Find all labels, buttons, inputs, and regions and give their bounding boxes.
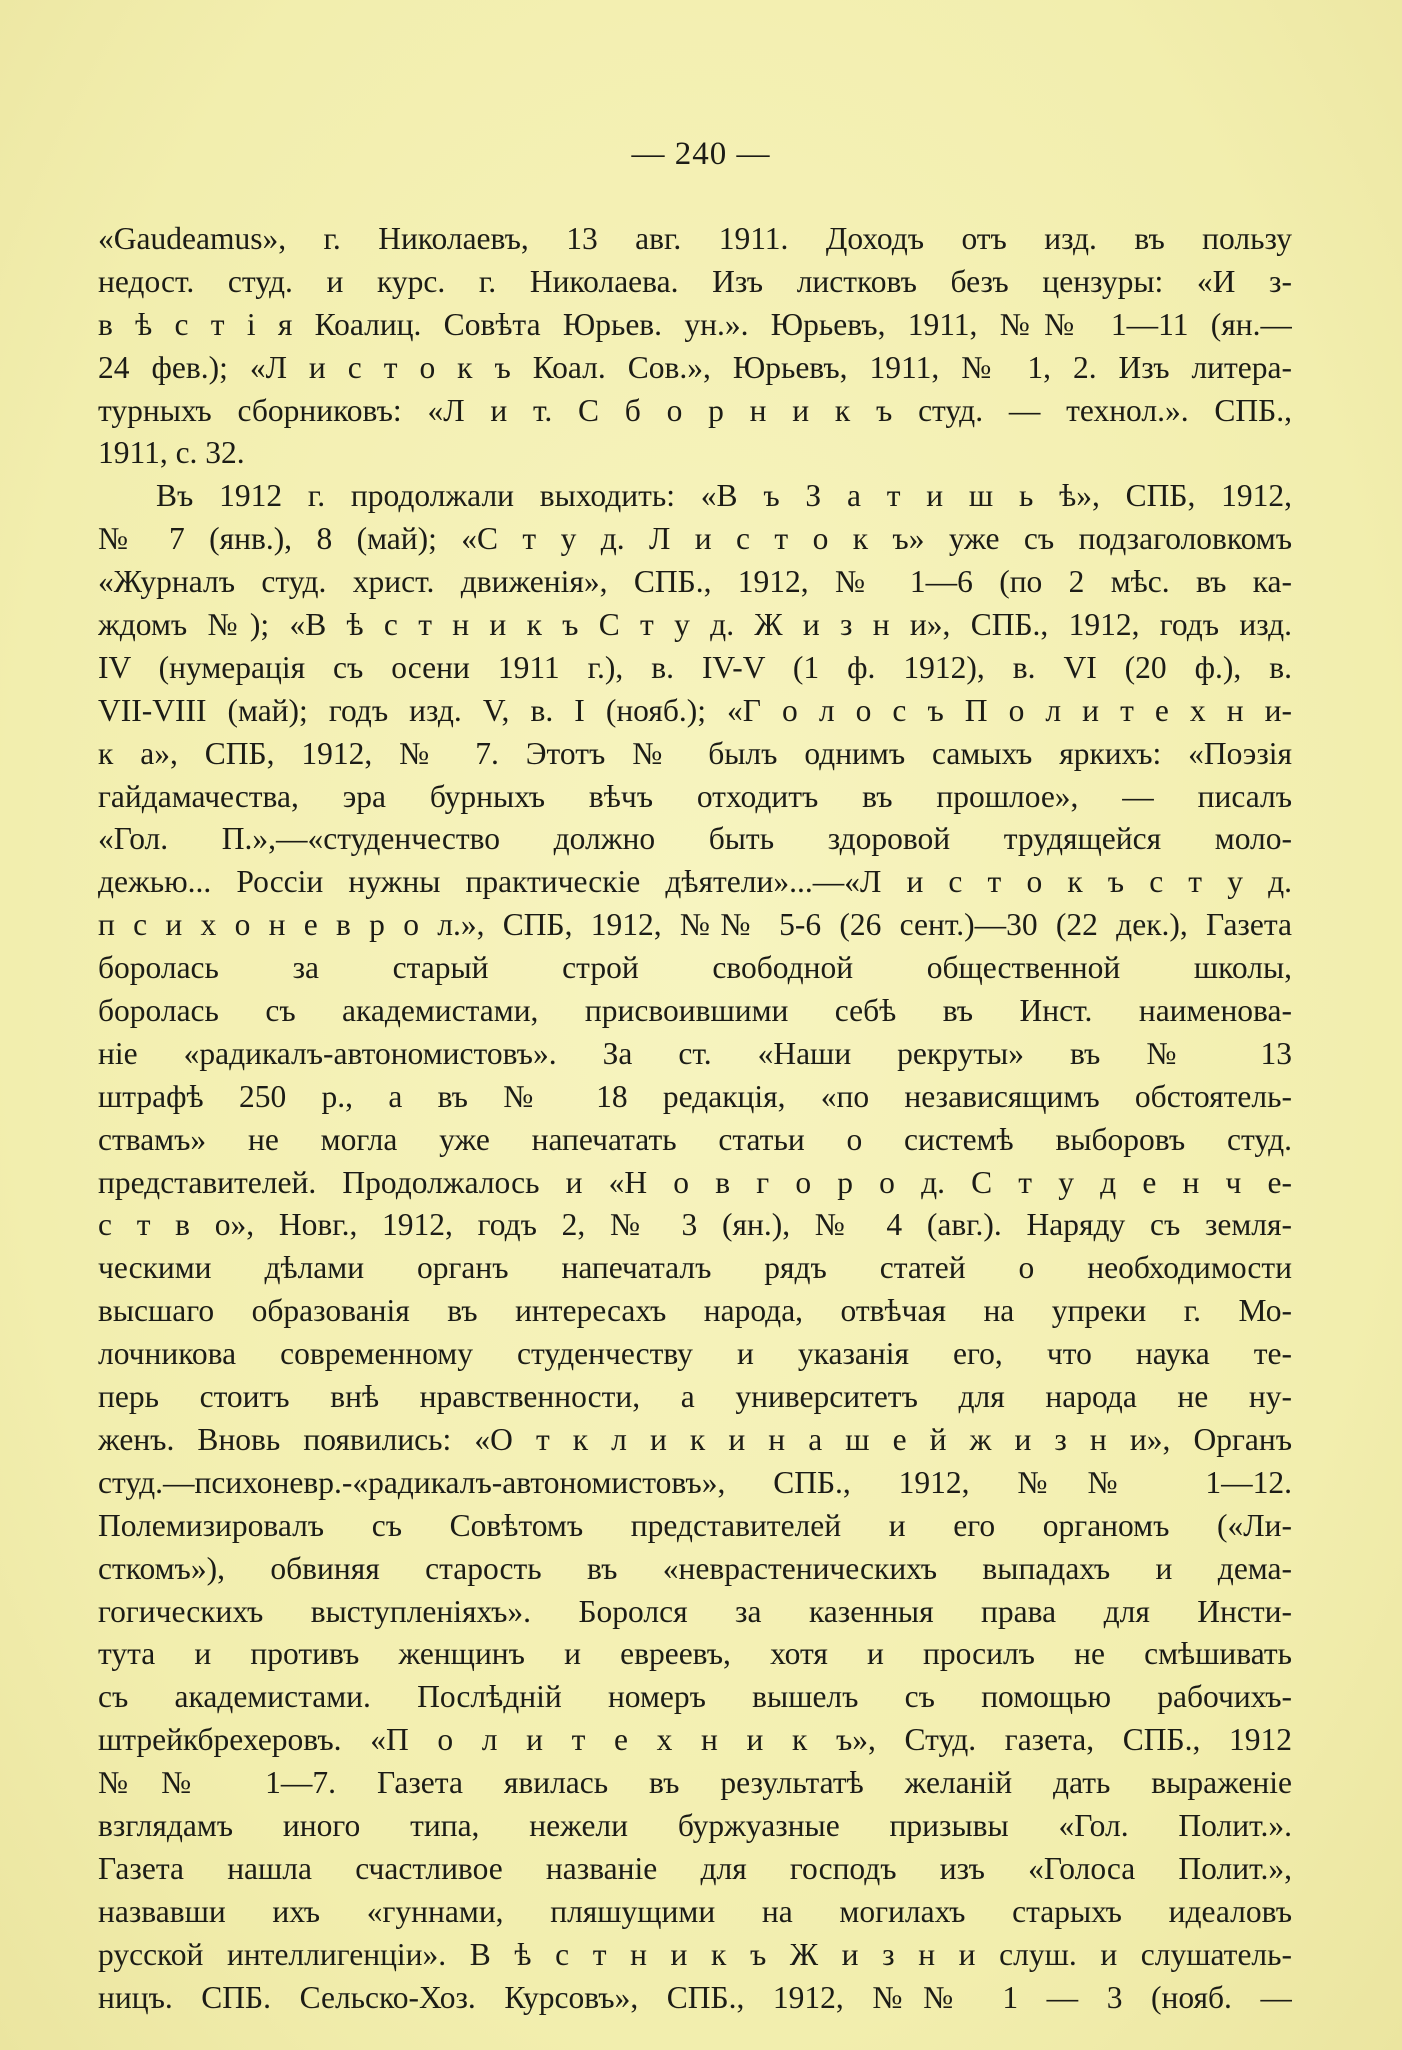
text-line: перь стоитъ внѣ нравственности, а университетъ для народа не ну- [98,1379,1292,1415]
text-line: VII-VIII (май); годъ изд. V, в. I (нояб.); «Г о л о с ъ П о л и т е х н и- [98,692,1292,728]
text-line: № 7 (янв.), 8 (май); «С т у д. Л и с т о к ъ» уже съ подзаголовкомъ [98,521,1292,557]
text-line: штрафѣ 250 р., а въ № 18 редакція, «по независящимъ обстоятель- [98,1078,1292,1114]
text-line: турныхъ сборниковъ: «Л и т. С б о р н и к ъ студ. — технол.». СПБ., [98,392,1292,428]
text-line: Въ 1912 г. продолжали выходить: «В ъ З а т и ш ь ѣ», СПБ, 1912, [156,478,1292,514]
text-line: 24 фев.); «Л и с т о к ъ Коал. Сов.», Юрьевъ, 1911, № 1, 2. Изъ литера- [98,349,1292,385]
text-line: русской интеллигенціи». В ѣ с т н и к ъ Ж и з н и слуш. и слушатель- [98,1936,1292,1972]
text-line: гайдамачества, эра бурныхъ вѣчъ отходитъ въ прошлое», — писалъ [98,778,1292,814]
text-line: высшаго образованія въ интересахъ народа, отвѣчая на упреки г. Мо- [98,1293,1292,1329]
text-line: тута и противъ женщинъ и евреевъ, хотя и просилъ не смѣшивать [98,1636,1292,1672]
text-line: штрейкбрехеровъ. «П о л и т е х н и к ъ», Студ. газета, СПБ., 1912 [98,1722,1292,1758]
text-line: №№ 1—7. Газета явилась въ результатѣ желаній дать выраженіе [98,1765,1292,1801]
text-line: назвавши ихъ «гуннами, пляшущими на могилахъ старыхъ идеаловъ [98,1893,1292,1929]
text-line: «Гол. П.»,—«студенчество должно быть здоровой трудящейся моло- [98,821,1292,857]
text-line: Полемизировалъ съ Совѣтомъ представителей и его органомъ («Ли- [98,1507,1292,1543]
text-line: в ѣ с т і я Коалиц. Совѣта Юрьев. ун.». Юрьевъ, 1911, №№ 1—11 (ян.— [98,306,1292,342]
text-line: ждомъ №); «В ѣ с т н и к ъ С т у д. Ж и з н и», СПБ., 1912, годъ изд. [98,607,1292,643]
text-line: представителей. Продолжалось и «Н о в г о р о д. С т у д е н ч е- [98,1164,1292,1200]
text-line: студ.—психоневр.-«радикалъ-автономистовъ», СПБ., 1912, №№ 1—12. [98,1464,1292,1500]
text-line: боролась за старый строй свободной общественной школы, [98,950,1292,986]
page-number: — 240 — [631,136,771,172]
text-line: ницъ. СПБ. Сельско-Хоз. Курсовъ», СПБ., 1912, №№ 1 — 3 (нояб. — [98,1979,1292,2015]
text-line: «Журналъ студ. христ. движенія», СПБ., 1912, № 1—6 (по 2 мѣс. въ ка- [98,564,1292,600]
text-line: IV (нумерація съ осени 1911 г.), в. IV-V (1 ф. 1912), в. VI (20 ф.), в. [98,649,1292,685]
body-text [98,218,1292,2019]
text-line: ческими дѣлами органъ напечаталъ рядъ статей о необходимости [98,1250,1292,1286]
text-line: гогическихъ выступленіяхъ». Боролся за казенныя права для Инсти- [98,1593,1292,1629]
text-line: недост. студ. и курс. г. Николаева. Изъ листковъ безъ цензуры: «И з- [98,263,1292,299]
text-line: к а», СПБ, 1912, № 7. Этотъ № былъ однимъ самыхъ яркихъ: «Поэзія [98,735,1292,771]
text-line: 1911, с. 32. [98,435,245,471]
text-line: дежью... Россіи нужны практическіе дѣятели»...—«Л и с т о к ъ с т у д. [98,864,1292,900]
text-line: Газета нашла счастливое названіе для господъ изъ «Голоса Полит.», [98,1850,1292,1886]
text-line: с т в о», Новг., 1912, годъ 2, № 3 (ян.), № 4 (авг.). Наряду съ земля- [98,1207,1292,1243]
text-line: боролась съ академистами, присвоившими себѣ въ Инст. наименова- [98,993,1292,1029]
text-line: женъ. Вновь появились: «О т к л и к и н а ш е й ж и з н и», Органъ [98,1421,1292,1457]
text-line: «Gaudeamus», г. Николаевъ, 13 авг. 1911. Доходъ отъ изд. въ пользу [98,221,1292,256]
text-line: взглядамъ иного типа, нежели буржуазные призывы «Гол. Полит.». [98,1807,1292,1843]
text-line: лочникова современному студенчеству и указанія его, что наука те- [98,1336,1292,1372]
text-line: сткомъ»), обвиняя старость въ «неврастеническихъ выпадахъ и дема- [98,1550,1292,1586]
text-line: ствамъ» не могла уже напечатать статьи о системѣ выборовъ студ. [98,1121,1292,1157]
text-line: п с и х о н е в р о л.», СПБ, 1912, №№ 5-6 (26 сент.)—30 (22 дек.), Газета [98,907,1292,943]
text-line: ніе «радикалъ-автономистовъ». За ст. «Наши рекруты» въ № 13 [98,1035,1292,1071]
text-line: съ академистами. Послѣдній номеръ вышелъ съ помощью рабочихъ- [98,1679,1292,1715]
